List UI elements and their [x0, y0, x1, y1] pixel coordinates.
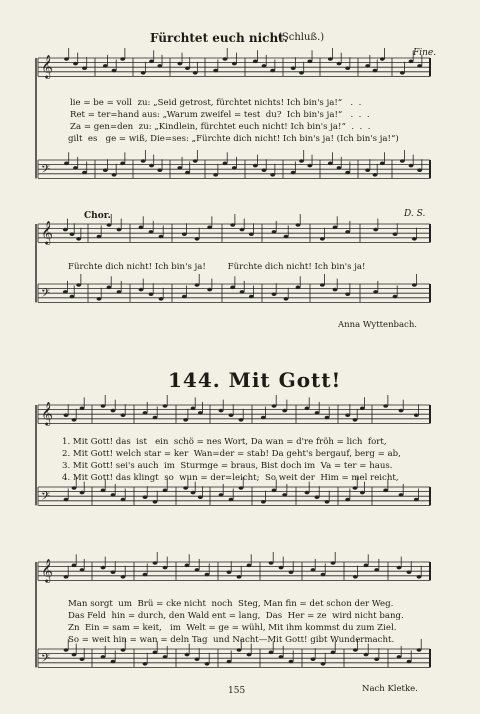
song-subtitle: (Schluß.) [278, 32, 325, 43]
top-verse-3: Za = gen=den zu: „Kindlein, fürchtet euch nicht! Ich bin's ja!“ . . . [70, 122, 371, 132]
top-composer: Anna Wyttenbach. [338, 320, 417, 330]
top-verse-2: Ret = ter=hand aus: „Warum zweifel = test du? Ich bin's ja!“ . . . [70, 110, 370, 120]
hymn-verse-a-3: 3. Mit Gott! sei's auch im Sturmge = braus, Bist doch im Va = ter = haus. [62, 461, 393, 471]
svg-text:𝄞: 𝄞 [41, 558, 53, 582]
top-verse-1: lie = be = voll zu: „Seid getrost, fürchtet nichts! Ich bin's ja!“ . . [70, 98, 362, 108]
top-verse-4: gilt es ge = wiß, Die=ses: „Fürchte dich nicht! Ich bin's ja! (Ich bin's ja!“) [68, 134, 399, 144]
svg-text:𝄢: 𝄢 [41, 163, 51, 179]
chor-label: Chor. [84, 211, 111, 221]
hymn-verse-b-4: So = weit hin = wan = deln Tag und Nacht—Mit Gott! gibt Wundermacht. [68, 635, 395, 645]
fine-label: Fine. [413, 48, 437, 58]
svg-text:𝄞: 𝄞 [41, 220, 53, 244]
ds-label: D. S. [404, 209, 426, 219]
chor-lyrics: Fürchte dich nicht! Ich bin's ja! Fürchte dich nicht! Ich bin's ja! [68, 262, 366, 272]
hymn-verse-a-2: 2. Mit Gott! welch star = ker Wan=der = stab! Da geht's bergauf, berg = ab, [62, 449, 401, 459]
hymn-verse-b-1: Man sorgt um Brü = cke nicht noch Steg, Man fin = det schon der Weg. [68, 599, 394, 609]
hymn-verse-b-3: Zn Ein = sam = keit, im Welt = ge = wühl, Mit ihm kommst du zum Ziel. [68, 623, 397, 633]
hymn-verse-a-4: 4. Mit Gott! das klingt so wun = der=leicht; So weit der Him = mel reicht, [62, 473, 399, 483]
svg-text:𝄞: 𝄞 [41, 401, 53, 425]
song-title: Fürchtet euch nicht. [150, 31, 288, 45]
svg-text:𝄢: 𝄢 [41, 652, 51, 668]
hymn-verse-a-1: 1. Mit Gott! das ist ein schö = nes Wort, Da wan = d're fröh = lich fort, [62, 437, 387, 447]
svg-text:𝄢: 𝄢 [41, 287, 51, 303]
svg-text:𝄢: 𝄢 [41, 490, 51, 506]
page-number: 155 [228, 686, 246, 696]
svg-text:𝄞: 𝄞 [41, 54, 53, 78]
hymn-composer: Nach Kletke. [362, 684, 418, 694]
hymn-verse-b-2: Das Feld hin = durch, den Wald ent = lang, Das Her = ze wird nicht bang. [68, 611, 404, 621]
hymn-title: 144. Mit Gott! [168, 368, 342, 392]
